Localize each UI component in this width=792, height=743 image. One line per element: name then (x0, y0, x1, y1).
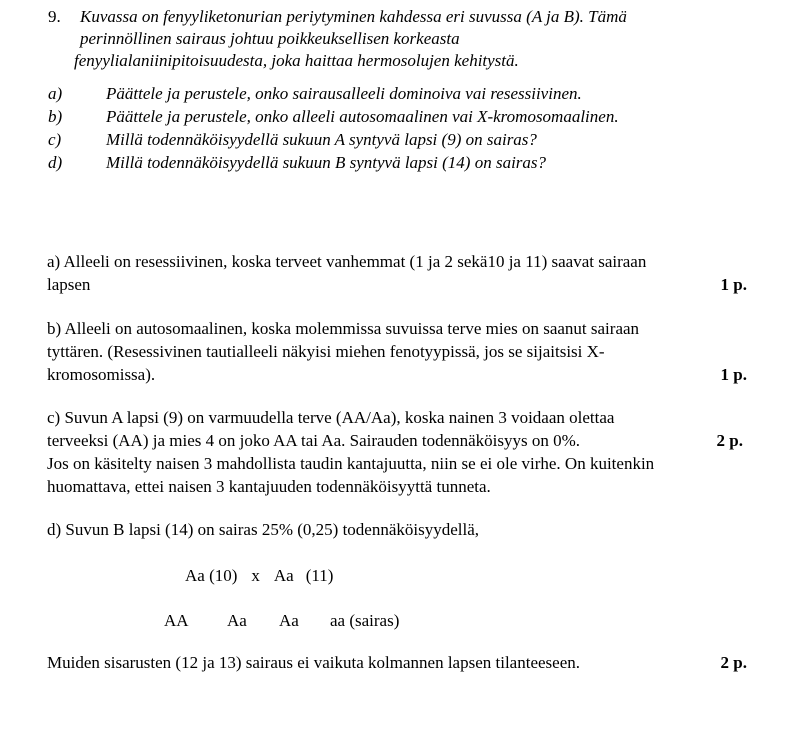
answer-line: lapsen (47, 275, 91, 294)
subquestion-list (48, 83, 768, 175)
offspring-genotype: AA (164, 611, 189, 630)
cross-parent-2-number: (11) (305, 566, 334, 585)
offspring-genotype: Aa (279, 611, 299, 630)
answer-line: Jos on käsitelty naisen 3 mahdollista taudin kantajuutta, niin se ei ole virhe. On kuitenkin (47, 454, 655, 473)
question-intro-line: Kuvassa on fenyyliketonurian periytyminen kahdessa eri suvussa (A ja B). Tämä (80, 7, 627, 26)
offspring-genotype: aa (sairas) (330, 611, 400, 630)
genetic-cross (185, 565, 333, 587)
subquestion-d (48, 152, 768, 175)
question-intro-line: perinnöllinen sairaus johtuu poikkeuksellisen korkeasta (80, 29, 460, 48)
answer-line: huomattava, ettei naisen 3 kantajuuden todennäköisyyttä tunneta. (47, 477, 491, 496)
answer-line-with-points (47, 274, 747, 297)
answer-line: d) Suvun B lapsi (14) on sairas 25% (0,25) todennäköisyydellä, (47, 520, 480, 539)
subquestion-letter: c) (48, 130, 62, 149)
answer-d-final-line (47, 652, 747, 675)
subquestion-letter: b) (48, 107, 63, 126)
subquestion-letter: a) (48, 84, 63, 103)
subquestion-c (48, 129, 768, 152)
subquestion-b (48, 106, 768, 129)
answer-c (47, 407, 747, 499)
question-intro (48, 6, 768, 72)
points-label: 1 p. (720, 365, 747, 384)
answer-a (47, 251, 747, 297)
points-label: 1 p. (720, 275, 747, 294)
answer-line-with-points (47, 364, 747, 387)
answer-line-with-points (47, 430, 747, 453)
answer-line: c) Suvun A lapsi (9) on varmuudella terve (AA/Aa), koska nainen 3 voidaan olettaa (47, 408, 615, 427)
cross-operator: x (251, 566, 260, 585)
subquestion-letter: d) (48, 153, 63, 172)
question-9 (48, 6, 768, 175)
question-intro-line: fenyylialaniinipitoisuudesta, joka haittaa hermosolujen kehitystä. (74, 51, 519, 70)
question-number: 9. (48, 7, 61, 26)
cross-parent-1: Aa (10) (185, 566, 238, 585)
subquestion-text: Päättele ja perustele, onko alleeli autosomaalinen vai X-kromosomaalinen. (106, 107, 619, 126)
answer-d (47, 519, 747, 542)
answer-line: a) Alleeli on resessiivinen, koska terveet vanhemmat (1 ja 2 sekä10 ja 11) saavat sairaan (47, 252, 647, 271)
answer-line: b) Alleeli on autosomaalinen, koska molemmissa suvuissa terve mies on saanut sairaan (47, 319, 640, 338)
answer-line: terveeksi (AA) ja mies 4 on joko AA tai Aa. Sairauden todennäköisyys on 0%. (47, 431, 581, 450)
subquestion-text: Millä todennäköisyydellä sukuun B syntyvä lapsi (14) on sairas? (106, 153, 547, 172)
subquestion-text: Millä todennäköisyydellä sukuun A syntyvä lapsi (9) on sairas? (106, 130, 537, 149)
points-label: 2 p. (716, 431, 743, 450)
answer-line: tyttären. (Resessivinen tautialleeli näkyisi miehen fenotyypissä, jos se sijaitsisi X- (47, 342, 605, 361)
answer-line: kromosomissa). (47, 365, 156, 384)
answer-b (47, 318, 747, 387)
points-label: 2 p. (720, 653, 747, 672)
cross-parent-2: Aa (273, 566, 294, 585)
subquestion-a (48, 83, 768, 106)
subquestion-text: Päättele ja perustele, onko sairausalleeli dominoiva vai resessiivinen. (106, 84, 582, 103)
offspring-genotype: Aa (227, 611, 247, 630)
answer-line: Muiden sisarusten (12 ja 13) sairaus ei vaikuta kolmannen lapsen tilanteeseen. (47, 653, 580, 672)
